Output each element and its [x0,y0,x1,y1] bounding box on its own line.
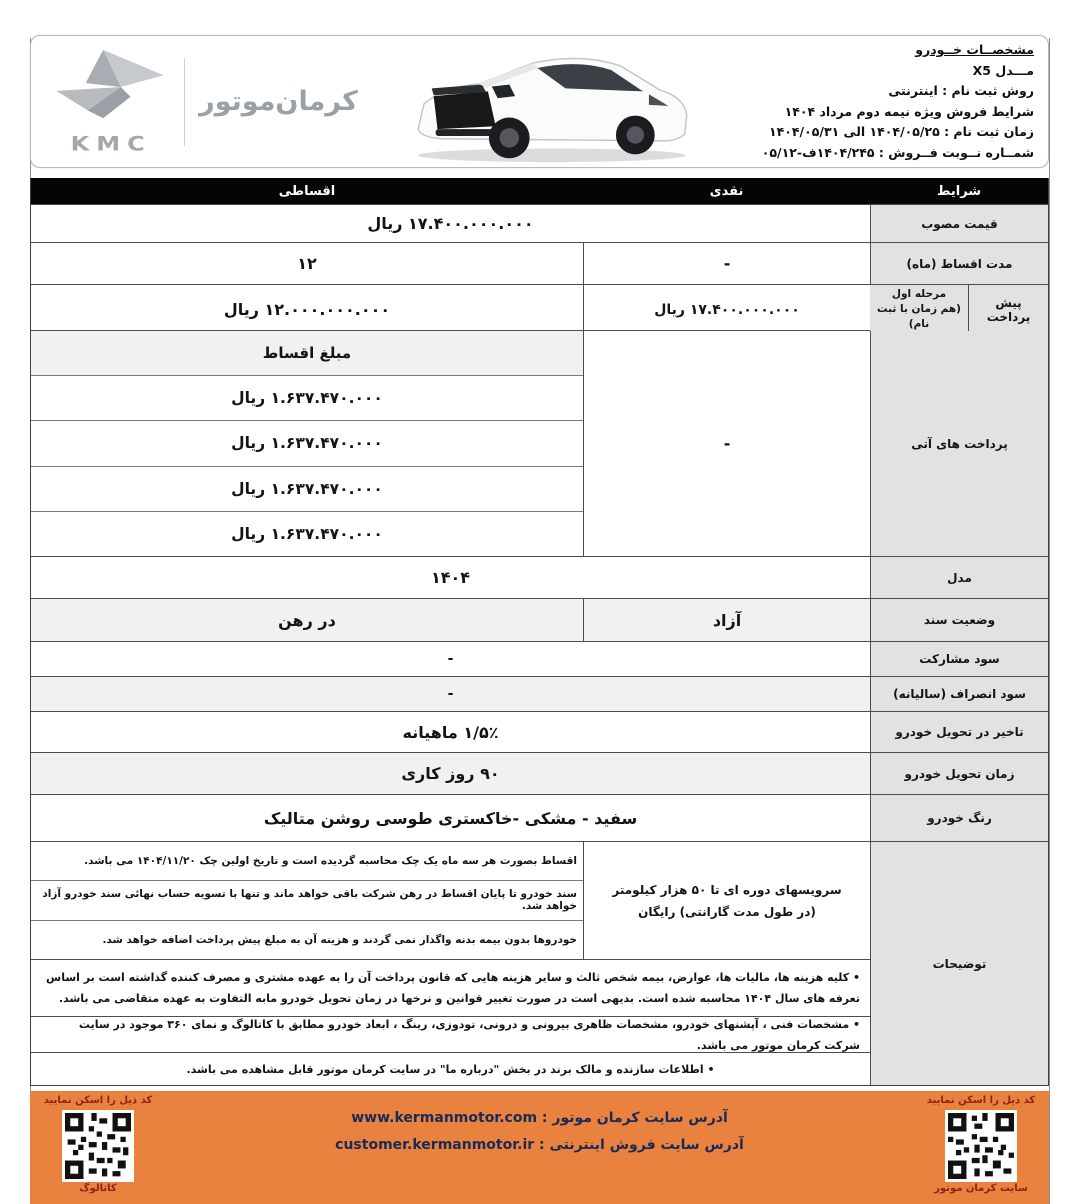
notes-lower [31,959,870,1085]
label-document-status: وضعیت سند [870,599,1048,641]
document [30,35,1049,1204]
installment-amount-3: ۱.۶۳۷.۴۷۰.۰۰۰ ریال [31,466,583,511]
specs-model: مـــدل X5 [972,62,1034,78]
general-note-3: • اطلاعات سازنده و مالک برند در بخش "درباره ما" در سایت کرمان موتور قابل مشاهده می باشد. [31,1052,870,1085]
label-partnership-profit: سود مشارکت [870,642,1048,676]
page-edge-right [1049,38,1050,1204]
specs-registration-time: زمان ثبت نام : ۱۴۰۴/۰۵/۲۵ الی ۱۴۰۴/۰۵/۳۱ [769,124,1034,139]
label-down-payment: پیش پرداخت [968,285,1048,334]
specs-sale-turn-number: شمــاره نــوبت فــروش : ۱۴۰۴/۲۴۵ف-۰۵/۱۲ [761,144,1034,160]
label-notes: توضیحات [870,842,1048,1085]
cash-service-note-line2: (در طول مدت گارانتی) رایگان [638,904,816,919]
label-delivery-delay: تاخیر در تحویل خودرو [870,712,1048,752]
installment-amount-1: ۱.۶۳۷.۴۷۰.۰۰۰ ریال [31,375,583,420]
row-document-status [31,598,1048,641]
row-future-payments [31,330,1048,556]
value-model-year: ۱۴۰۴ [430,568,471,587]
value-color: سفید - مشکی -خاکستری طوسی روشن متالیک [263,808,638,828]
cash-service-note-line1: سرویسهای دوره ای تا ۵۰ هزار کیلومتر [612,882,842,897]
label-installment-months: مدت اقساط (ماه) [870,243,1048,284]
vehicle-specs-block [734,40,1034,163]
specs-registration-method: روش ثبت نام : اینترنتی [888,83,1034,98]
value-future-payments-cash: - [583,331,870,556]
site-url-link[interactable]: www.kermanmotor.com [351,1110,538,1126]
site-address-line [30,1105,1049,1132]
value-delivery-time: ۹۰ روز کاری [401,764,500,783]
site-address-label: آدرس سایت کرمان موتور : [541,1110,728,1126]
row-delivery-time [31,752,1048,794]
col-header-cash: نقدی [709,183,744,199]
notes-upper [31,842,870,959]
row-installment-months [31,242,1048,284]
table-header-row [31,178,1048,204]
label-future-payments: پرداخت های آتی [870,331,1048,556]
kmc-wordmark: KMC [70,132,152,155]
value-approved-price: ۱۷.۴۰۰.۰۰۰.۰۰۰ ریال [367,214,534,233]
qr-scan-hint-right: کد ذیل را اسکن نمایید [926,1095,1036,1106]
label-color: رنگ خودرو [870,795,1048,841]
specs-title: مشخصــات خــودرو [915,42,1034,57]
footer [30,1091,1049,1204]
value-document-status-cash: آزاد [583,599,870,641]
installment-notes [31,842,583,959]
cash-service-note [583,842,870,959]
label-down-payment-stage [870,285,968,334]
car-image [365,38,734,166]
label-delivery-time: زمان تحویل خودرو [870,753,1048,794]
installment-note-2: سند خودرو تا پایان اقساط در رهن شرکت باقی خواهد ماند و تنها با تسویه حساب نهائی سند خودرو آزاد خواهد شد. [31,880,583,919]
label-cancellation-profit: سود انصراف (سالیانه) [870,677,1048,711]
value-document-status-installment: در رهن [278,610,336,630]
value-down-payment-installment: ۱۲.۰۰۰.۰۰۰.۰۰۰ ریال [223,300,391,319]
installment-note-3: خودروها بدون بیمه بدنه واگذار نمی گردند و هزینه آن به مبلغ پیش پرداخت اضافه خواهد شد. [31,920,583,959]
brand-logo-block [45,46,365,158]
footer-links [30,1105,1049,1159]
general-note-2: • مشخصات فنی ، آپشنهای خودرو، مشخصات ظاهری بیرونی و درونی، تودوزی، رینگ ، ابعاد خودرو مطابق با کاتالوگ و نمای ۳۶۰ موجود در سایت شرکت کرمان موتور می باشد. [31,1016,870,1052]
general-note-1: • کلیه هزینه ها، مالیات ها، عوارض، بیمه شخص ثالث و سایر هزینه هایی که قانون پرداخت آن را به عهده مشتری و مصرف کننده گذاشته است بر اساس تعرفه های سال ۱۴۰۴ محاسبه شده است. بدیهی است در صورت تغییر قوانین و نرخها در زمان تحویل خودرو مابه التفاوت به عهده متقاضی می باشد. [46,971,860,1005]
qr-caption-catalog: کاتالوگ [79,1183,117,1194]
installment-amounts-column [31,331,583,556]
stage-line1: مرحله اول [891,288,947,300]
value-partnership-profit: - [447,651,454,667]
label-approved-price: قیمت مصوب [870,205,1048,242]
kermanmotor-wordmark-fa: کرمان‌موتور [199,86,358,117]
logo-divider [184,58,185,146]
value-down-payment-cash: ۱۷.۴۰۰.۰۰۰.۰۰۰ ریال [583,285,870,334]
row-approved-price [31,204,1048,242]
label-down-payment-group [870,285,1048,334]
row-notes [31,841,1048,1085]
shop-address-label: آدرس سایت فروش اینترنتی : [539,1137,744,1153]
col-header-conditions: شرایط [936,183,982,199]
row-model-year [31,556,1048,598]
value-cancellation-profit: - [447,686,454,702]
value-delivery-delay: ۱/۵٪ ماهیانه [402,722,499,742]
col-header-installment: اقساطی [278,183,336,199]
row-cancellation-profit [31,676,1048,711]
stage-line2: (هم زمان با ثبت نام) [877,303,961,330]
row-partnership-profit [31,641,1048,676]
value-installment-months-cash: - [583,243,870,284]
shop-address-line [30,1132,1049,1159]
value-installment-months-installment: ۱۲ [297,254,317,273]
installment-note-1: اقساط بصورت هر سه ماه یک چک محاسبه گردیده است و تاریخ اولین چک ۱۴۰۴/۱۱/۲۰ می باشد. [84,855,577,868]
notes-content [31,842,870,1085]
installment-amount-header: مبلغ اقساط [31,331,583,375]
installment-amount-2: ۱.۶۳۷.۴۷۰.۰۰۰ ریال [31,420,583,465]
pricing-table [30,178,1049,1086]
qr-scan-hint-left: کد ذیل را اسکن نمایید [43,1095,153,1106]
specs-sale-conditions: شرایط فروش ویژه نیمه دوم مرداد ۱۴۰۴ [784,103,1034,119]
kmc-logo-icon [52,46,170,158]
qr-caption-site: سایت کرمان موتور [934,1183,1028,1194]
label-model-year: مدل [870,557,1048,598]
header-box [30,35,1049,168]
row-color [31,794,1048,841]
installment-amount-4: ۱.۶۳۷.۴۷۰.۰۰۰ ریال [31,511,583,556]
shop-url-link[interactable]: customer.kermanmotor.ir [335,1137,535,1153]
row-down-payment [31,284,1048,330]
row-delivery-delay [31,711,1048,752]
